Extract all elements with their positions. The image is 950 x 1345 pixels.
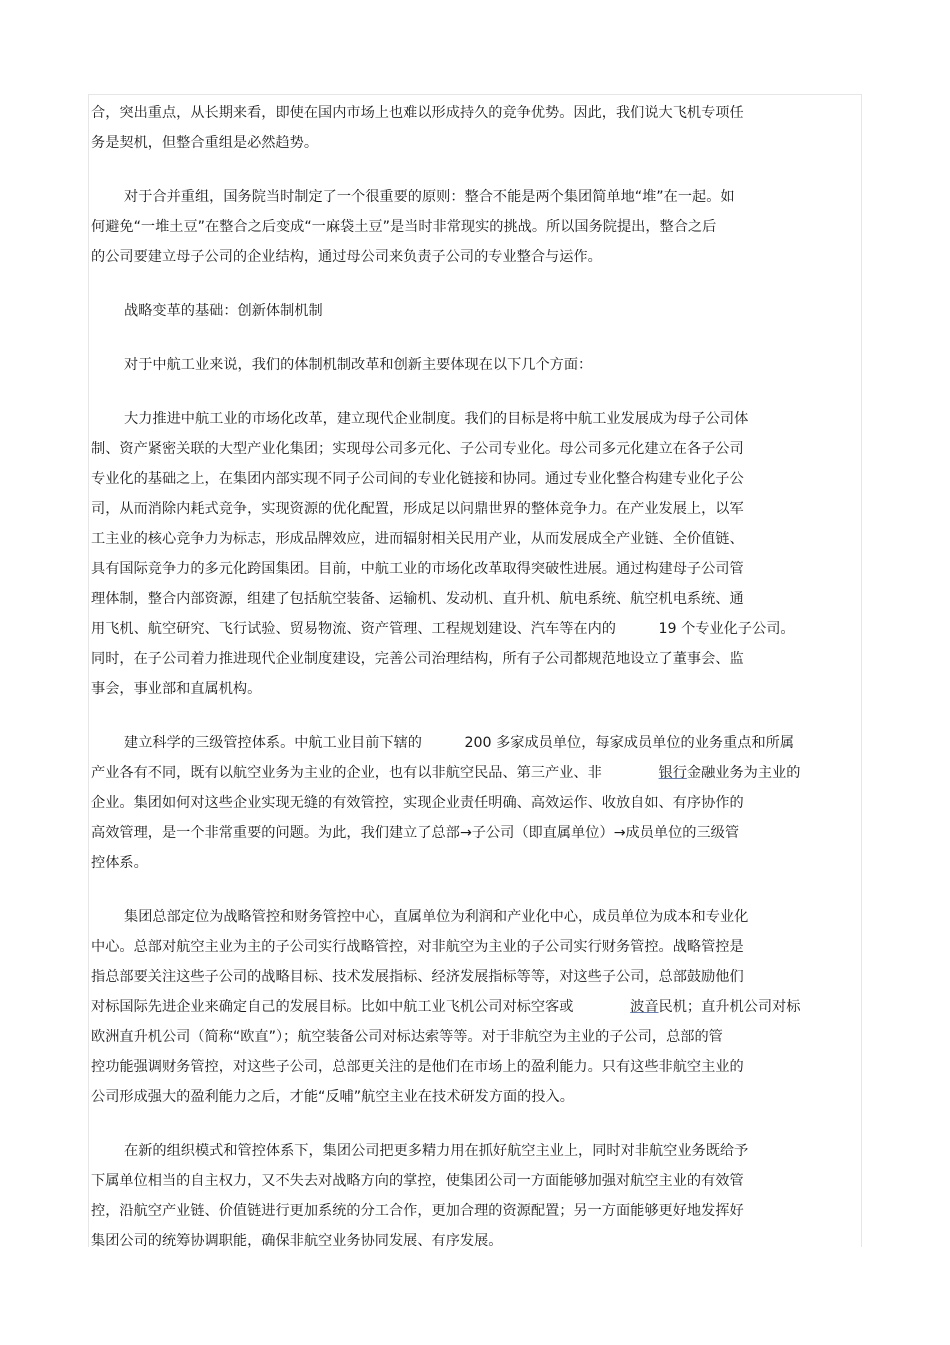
text-line: 具有国际竞争力的多元化跨国集团。目前，中航工业的市场化改革取得突破性进展。通过构建母子公司管 — [91, 561, 744, 577]
text-line: 大力推进中航工业的市场化改革，建立现代企业制度。我们的目标是将中航工业发展成为母子公司体 — [124, 411, 749, 427]
text-line: 事会，事业部和直属机构。 — [91, 681, 262, 697]
text-line: 工主业的核心竞争力为标志，形成品牌效应，进而辐射相关民用产业，从而发展成全产业链、全价值链、 — [91, 531, 744, 547]
section-heading: 战略变革的基础：创新体制机制 — [124, 303, 323, 319]
line-segment: 对标国际先进企业来确定自己的发展目标。比如中航工业飞机公司对标空客或 — [91, 999, 574, 1015]
line-segment: 民机；直升机公司对标 — [658, 999, 801, 1015]
line-segment: 金融业务为主业的 — [686, 765, 801, 781]
text-line: 集团公司的统筹协调职能，确保非航空业务协同发展、有序发展。 — [91, 1233, 503, 1249]
text-line: 的公司要建立母子公司的企业结构，通过母公司来负责子公司的专业整合与运作。 — [91, 249, 602, 265]
text-line: 对于中航工业来说，我们的体制机制改革和创新主要体现在以下几个方面： — [124, 357, 593, 373]
text-line: 公司形成强大的盈利能力之后，才能“反哺”航空主业在技术研发方面的投入。 — [91, 1089, 574, 1105]
text-line: 控体系。 — [91, 855, 148, 871]
text-line: 合，突出重点，从长期来看，即使在国内市场上也难以形成持久的竞争优势。因此，我们说大飞机专项任 — [91, 105, 744, 121]
text-line: 专业化的基础之上，在集团内部实现不同子公司间的专业化链接和协同。通过专业化整合构建专业化子公 — [91, 471, 744, 487]
document-body — [91, 98, 851, 1256]
text-line: 中心。总部对航空主业为主的子公司实行战略管控，对非航空为主业的子公司实行财务管控。战略管控是 — [91, 939, 744, 955]
text-line: 制、资产紧密关联的大型产业化集团；实现母公司多元化、子公司专业化。母公司多元化建立在各子公司 — [91, 441, 744, 457]
text-line: 司，从而消除内耗式竞争，实现资源的优化配置，形成足以问鼎世界的整体竞争力。在产业发展上，以军 — [91, 501, 744, 517]
text-line — [91, 758, 851, 788]
text-line: 对于合并重组，国务院当时制定了一个很重要的原则：整合不能是两个集团简单地“堆”在一起。如 — [124, 189, 735, 205]
text-line: 集团总部定位为战略管控和财务管控中心，直属单位为利润和产业化中心，成员单位为成本和专业化 — [124, 909, 749, 925]
line-segment: 产业各有不同，既有以航空业务为主业的企业，也有以非航空民品、第三产业、非 — [91, 765, 602, 781]
text-line — [91, 992, 851, 1022]
text-line: 何避免“一堆土豆”在整合之后变成“一麻袋土豆”是当时非常现实的挑战。所以国务院提出，整合之后 — [91, 219, 717, 235]
text-line: 用飞机、航空研究、飞行试验、贸易物流、资产管理、工程规划建设、汽车等在内的 19 个专业化子公司。 — [91, 621, 795, 637]
text-line: 企业。集团如何对这些企业实现无缝的有效管控，实现企业责任明确、高效运作、收放自如、有序协作的 — [91, 795, 744, 811]
boeing-link[interactable]: 波音 — [630, 999, 659, 1015]
text-line: 下属单位相当的自主权力，又不失去对战略方向的掌控，使集团公司一方面能够加强对航空主业的有效管 — [91, 1173, 744, 1189]
text-line: 指总部要关注这些子公司的战略目标、技术发展指标、经济发展指标等等，对这些子公司，总部鼓励他们 — [91, 969, 744, 985]
text-line: 高效管理，是一个非常重要的问题。为此，我们建立了总部→子公司（即直属单位）→成员单位的三级管 — [91, 825, 740, 841]
text-line: 欧洲直升机公司（简称“欧直”）；航空装备公司对标达索等等。对于非航空为主业的子公司，总部的管 — [91, 1029, 723, 1045]
text-line: 控功能强调财务管控，对这些子公司，总部更关注的是他们在市场上的盈利能力。只有这些非航空主业的 — [91, 1059, 744, 1075]
text-line: 理体制，整合内部资源，组建了包括航空装备、运输机、发动机、直升机、航电系统、航空机电系统、通 — [91, 591, 744, 607]
text-line: 同时，在子公司着力推进现代企业制度建设，完善公司治理结构，所有子公司都规范地设立了董事会、监 — [91, 651, 744, 667]
bank-link[interactable]: 银行 — [658, 765, 687, 781]
text-line: 务是契机，但整合重组是必然趋势。 — [91, 135, 319, 151]
text-line: 在新的组织模式和管控体系下，集团公司把更多精力用在抓好航空主业上，同时对非航空业务既给予 — [124, 1143, 749, 1159]
text-line: 建立科学的三级管控体系。中航工业目前下辖的 200 多家成员单位，每家成员单位的业务重点和所属 — [124, 735, 795, 751]
text-line: 控，沿航空产业链、价值链进行更加系统的分工合作，更加合理的资源配置；另一方面能够更好地发挥好 — [91, 1203, 744, 1219]
